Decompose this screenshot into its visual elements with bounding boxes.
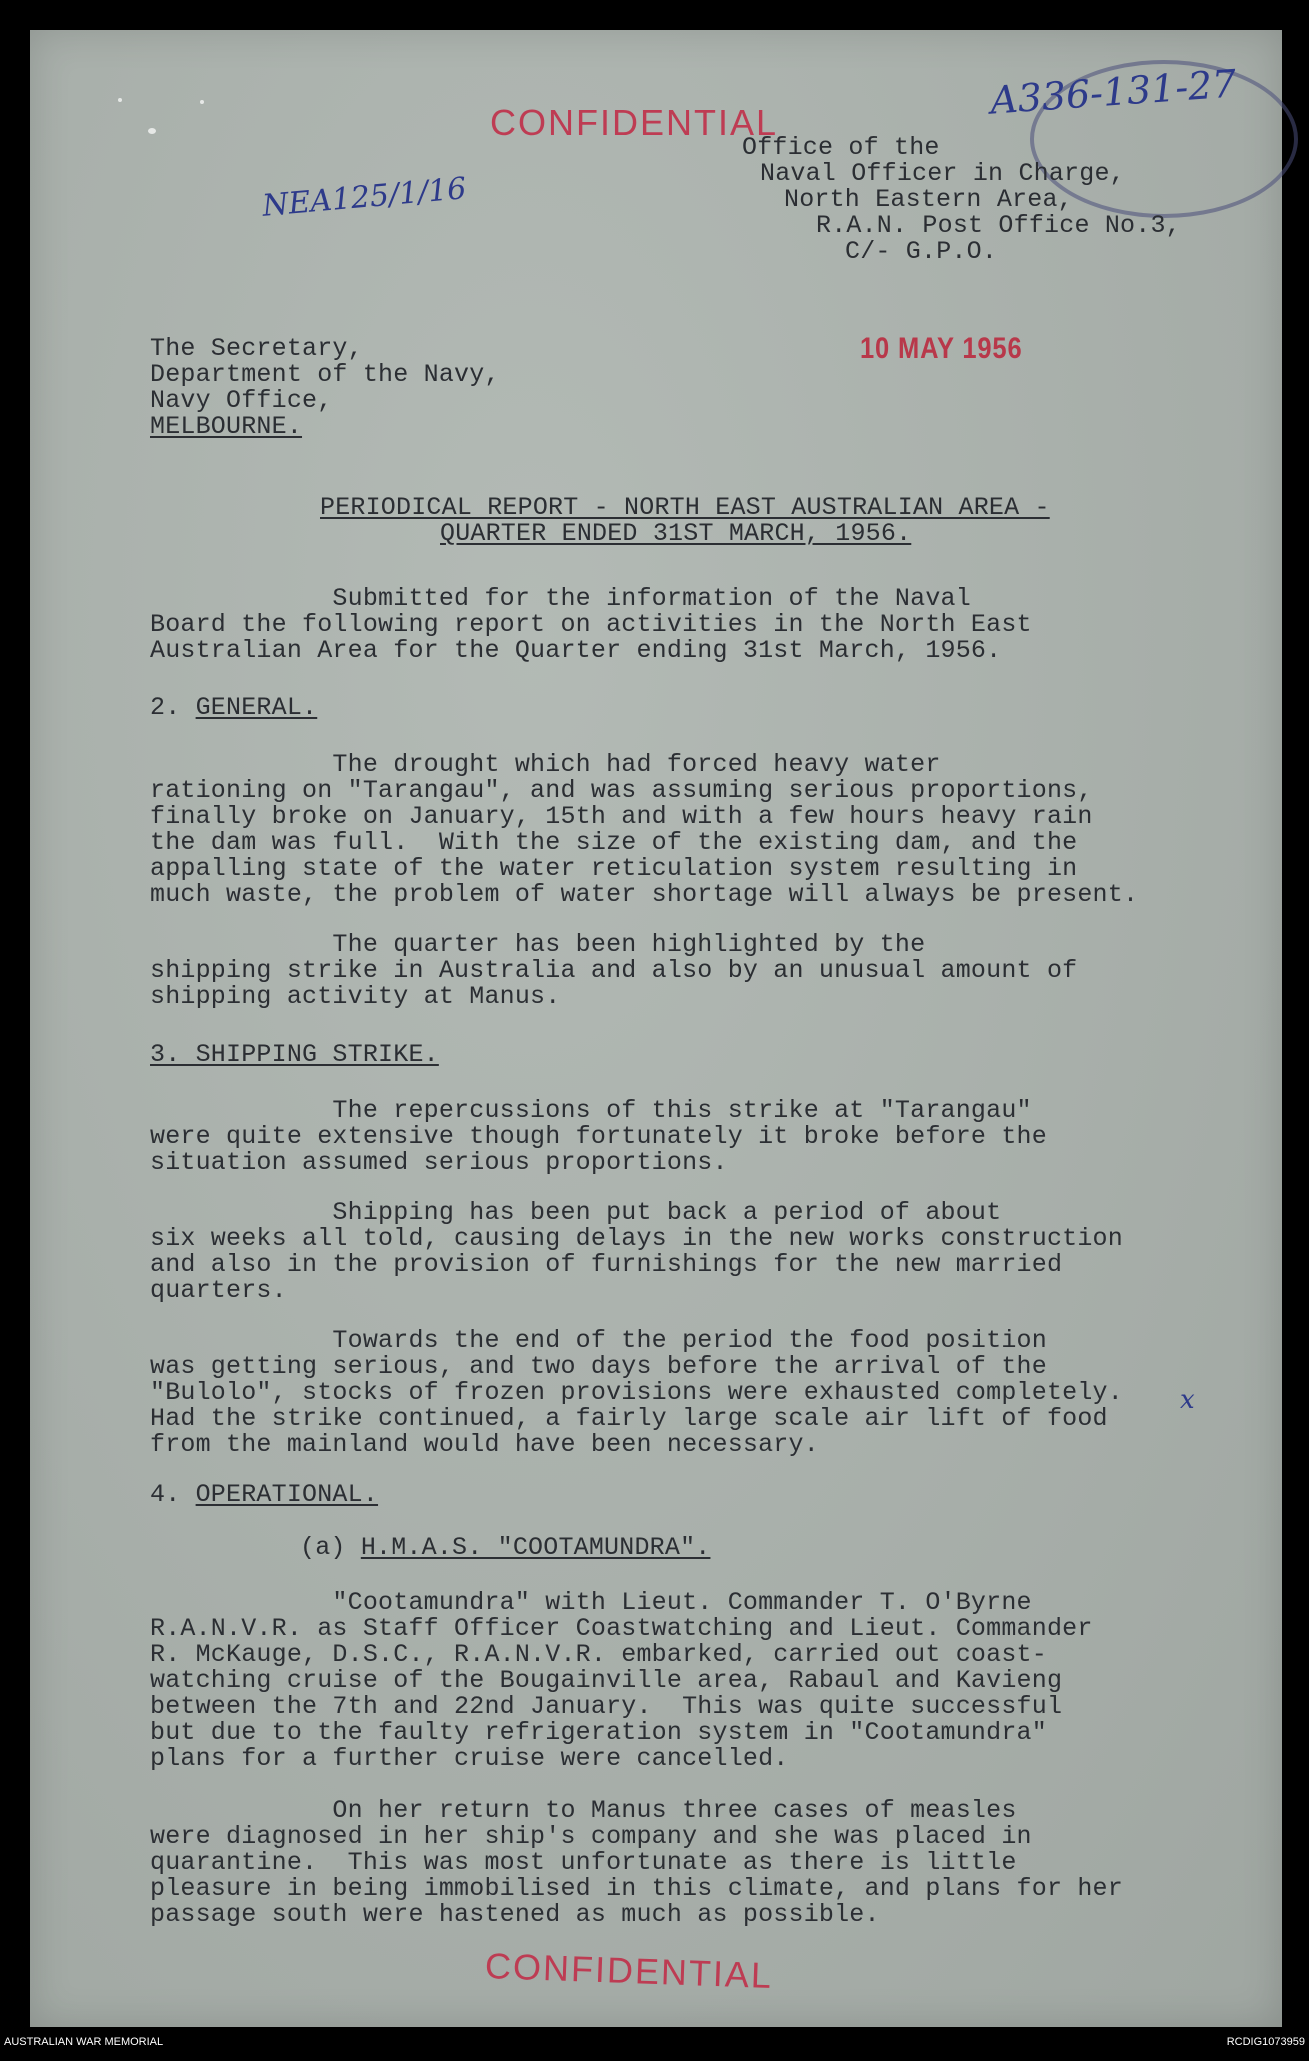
- confidential-stamp-bottom: CONFIDENTIAL: [484, 1944, 774, 1997]
- footer-credit: AUSTRALIAN WAR MEMORIAL: [4, 2036, 164, 2048]
- paragraph-line: were quite extensive though fortunately it broke before the: [150, 1122, 1047, 1151]
- section-heading: [150, 1482, 378, 1507]
- paragraph-line: The quarter has been highlighted by the: [150, 930, 926, 959]
- paragraph-line: Towards the end of the period the food position: [150, 1326, 1047, 1355]
- footer-record-id: RCDIG1073959: [1226, 2036, 1305, 2048]
- date-received-stamp: 10 MAY 1956: [860, 332, 1023, 365]
- paragraph-line: watching cruise of the Bougainville area, Rabaul and Kavieng: [150, 1666, 1063, 1695]
- handwritten-reference: A336-131-27: [988, 61, 1238, 123]
- subsection-label: (a): [300, 1533, 361, 1562]
- section-heading: [150, 695, 317, 720]
- paragraph-line: The repercussions of this strike at "Tarangau": [150, 1096, 1032, 1125]
- paragraph-line: Had the strike continued, a fairly large scale air lift of food: [150, 1404, 1108, 1433]
- intro-line: Australian Area for the Quarter ending 31st March, 1956.: [150, 636, 1002, 665]
- intro-line: Submitted for the information of the Naval: [150, 584, 971, 613]
- addressee-line: Department of the Navy,: [150, 360, 500, 389]
- paragraph-line: R.A.N.V.R. as Staff Officer Coastwatching and Lieut. Commander: [150, 1614, 1093, 1643]
- report-title-line1: PERIODICAL REPORT - NORTH EAST AUSTRALIAN AREA -: [320, 493, 1050, 522]
- paragraph-line: situation assumed serious proportions.: [150, 1148, 728, 1177]
- punch-mark: [200, 100, 204, 104]
- paragraph-line: were diagnosed in her ship's company and she was placed in: [150, 1822, 1032, 1851]
- subsection-title: H.M.A.S. "COOTAMUNDRA".: [360, 1533, 711, 1562]
- punch-mark: [148, 128, 156, 134]
- addressee-city: MELBOURNE.: [150, 412, 303, 441]
- section-title: GENERAL.: [195, 693, 318, 722]
- paragraph-line: "Cootamundra" with Lieut. Commander T. O'Byrne: [150, 1588, 1032, 1617]
- subsection-heading: [300, 1535, 710, 1560]
- paragraph-line: appalling state of the water reticulation system resulting in: [150, 854, 1078, 883]
- paragraph-line: finally broke on January, 15th and with a few hours heavy rain: [150, 802, 1093, 831]
- section-number: 4.: [150, 1480, 196, 1509]
- report-title-line2: QUARTER ENDED 31ST MARCH, 1956.: [440, 519, 912, 548]
- handwritten-margin-mark: x: [1180, 1385, 1195, 1415]
- paragraph-line: "Bulolo", stocks of frozen provisions were exhausted completely.: [150, 1378, 1123, 1407]
- paragraph-line: and also in the provision of furnishings for the new married: [150, 1250, 1063, 1279]
- paragraph-line: but due to the faulty refrigeration system in "Cootamundra": [150, 1718, 1047, 1747]
- section-number: 2.: [150, 693, 196, 722]
- paragraph-line: On her return to Manus three cases of measles: [150, 1796, 1017, 1825]
- paragraph-line: plans for a further cruise were cancelled.: [150, 1744, 789, 1773]
- section-title: OPERATIONAL.: [195, 1480, 379, 1509]
- paragraph-line: R. McKauge, D.S.C., R.A.N.V.R. embarked, carried out coast-: [150, 1640, 1047, 1669]
- paragraph-line: much waste, the problem of water shortage will always be present.: [150, 880, 1139, 909]
- paragraph-line: was getting serious, and two days before the arrival of the: [150, 1352, 1047, 1381]
- addressee-line: The Secretary,: [150, 334, 363, 363]
- paragraph-line: between the 7th and 22nd January. This was quite successful: [150, 1692, 1063, 1721]
- paragraph-line: pleasure in being immobilised in this climate, and plans for her: [150, 1874, 1123, 1903]
- paragraph-line: shipping activity at Manus.: [150, 982, 561, 1011]
- paragraph-line: quarters.: [150, 1276, 287, 1305]
- paragraph-line: the dam was full. With the size of the existing dam, and the: [150, 828, 1078, 857]
- paragraph-line: Shipping has been put back a period of about: [150, 1198, 1002, 1227]
- confidential-stamp-top: CONFIDENTIAL: [490, 102, 779, 143]
- letterhead-line: C/- G.P.O.: [845, 237, 998, 266]
- section-heading: 3. SHIPPING STRIKE.: [150, 1040, 439, 1069]
- paragraph-line: rationing on "Tarangau", and was assuming serious proportions,: [150, 776, 1093, 805]
- letterhead-line: Naval Officer in Charge,: [760, 159, 1125, 188]
- paragraph-line: shipping strike in Australia and also by an unusual amount of: [150, 956, 1078, 985]
- addressee-line: Navy Office,: [150, 386, 333, 415]
- intro-line: Board the following report on activities in the North East: [150, 610, 1032, 639]
- punch-mark: [118, 98, 122, 102]
- letterhead-line: Office of the: [742, 133, 940, 162]
- letterhead-line: R.A.N. Post Office No.3,: [816, 211, 1181, 240]
- document-page: [30, 30, 1282, 2027]
- paragraph-line: from the mainland would have been necessary.: [150, 1430, 819, 1459]
- paragraph-line: passage south were hastened as much as possible.: [150, 1900, 880, 1929]
- paragraph-line: The drought which had forced heavy water: [150, 750, 941, 779]
- paragraph-line: six weeks all told, causing delays in the new works construction: [150, 1224, 1123, 1253]
- handwritten-file-number: NEA125/1/16: [260, 171, 468, 224]
- paragraph-line: quarantine. This was most unfortunate as there is little: [150, 1848, 1017, 1877]
- letterhead-line: North Eastern Area,: [784, 185, 1073, 214]
